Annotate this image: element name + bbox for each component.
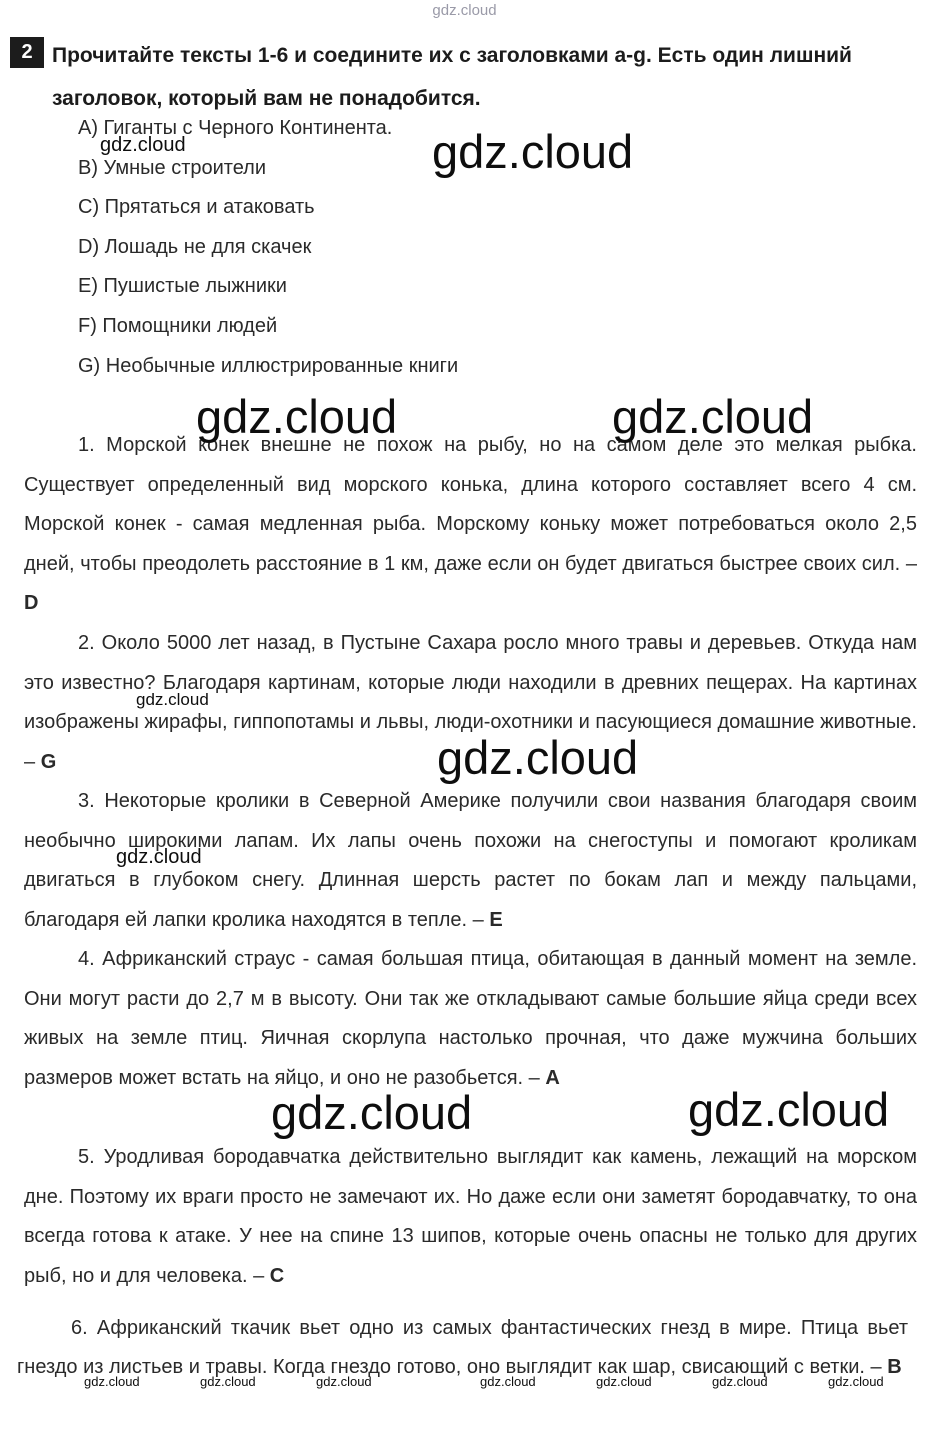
task-number-badge: 2 (10, 37, 44, 68)
text-5-body: 5. Уродливая бородавчатка действительно выглядит как камень, лежащий на морском дне. Поэтому их враги просто не замечают их. Но даже если они заметят бородавчатку, то она всегда готова к атаке. У нее на спине 13 шипов, которые очень опасны не только для других рыб, но и для человека. – (24, 1146, 917, 1287)
task-instruction: Прочитайте тексты 1-6 и соедините их с заголовками a-g. Есть один лишний заголовок, который вам не понадобится. (52, 44, 852, 110)
text-4-answer: A (545, 1066, 560, 1089)
watermark-large: gdz.cloud (432, 125, 634, 178)
watermark-small: gdz.cloud (828, 1374, 884, 1389)
watermark-medium: gdz.cloud (100, 134, 186, 156)
text-1-body: 1. Морской конек внешне не похож на рыбу, но на самом деле это мелкая рыбка. Существует определенный вид морского конька, длина которого составляет всего 4 см. Морской конек - самая медленная рыба. Морскому коньку может потребоваться около 2,5 дней, чтобы преодолеть расстояние в 1 км, даже если он будет двигаться быстрее своих сил. – (24, 434, 917, 575)
heading-d: D) Лошадь не для скачек (78, 236, 312, 258)
watermark-small: gdz.cloud (316, 1374, 372, 1389)
text-3-body: 3. Некоторые кролики в Северной Америке получили свои названия благодаря своим необычно широкими лапам. Их лапы очень похожи на снегоступы и помогают кроликам двигаться в глубоком снегу. Длинная шерсть растет по бокам лап и между пальцами, благодаря ей лапки кролика находятся в тепле. – (24, 790, 917, 931)
text-5-answer: C (269, 1264, 285, 1287)
text-6-answer: B (887, 1356, 902, 1378)
text-2-body: 2. Около 5000 лет назад, в Пустыне Сахара росло много травы и деревьев. Откуда нам это известно? Благодаря картинам, которые люди находили в древних пещерах. На картинах изображены жирафы, гиппопотамы и львы, люди-охотники и пасующиеся домашние животные. – (24, 632, 917, 773)
text-4 (24, 940, 917, 1098)
text-1 (24, 426, 917, 624)
text-6-body: 6. Африканский ткачик вьет одно из самых фантастических гнезд в мире. Птица вьет гнездо из листьев и травы. Когда гнездо готово, оно выглядит как шар, свисающий с ветки. – (17, 1317, 908, 1378)
heading-c: C) Прятаться и атаковать (78, 196, 315, 218)
text-5 (24, 1138, 917, 1296)
text-3-answer: E (489, 908, 503, 931)
heading-g: G) Необычные иллюстрированные книги (78, 355, 459, 377)
heading-b: B) Умные строители (78, 157, 267, 179)
text-4-body: 4. Африканский страус - самая большая птица, обитающая в данный момент на земле. Они могут расти до 2,7 м в высоту. Они так же откладывают самые большие яйца среди всех живых на земле птиц. Яичная скорлупа настолько прочная, что даже мужчина больших размеров может встать на яйцо, и оно не разобьется. – (24, 948, 917, 1089)
heading-a: A) Гиганты с Черного Континента. (78, 117, 393, 139)
watermark-large: gdz.cloud (271, 1086, 473, 1139)
watermark-medium: gdz.cloud (116, 846, 202, 868)
heading-e: E) Пушистые лыжники (78, 275, 287, 297)
heading-f: F) Помощники людей (78, 315, 278, 337)
watermark-small: gdz.cloud (480, 1374, 536, 1389)
watermark-medium: gdz.cloud (136, 690, 209, 709)
text-2-answer: G (40, 750, 57, 773)
text-1-answer: D (24, 592, 39, 614)
watermark-large: gdz.cloud (612, 390, 814, 443)
watermark-small: gdz.cloud (712, 1374, 768, 1389)
watermark-large: gdz.cloud (688, 1083, 890, 1136)
watermark-large: gdz.cloud (196, 390, 398, 443)
watermark-small: gdz.cloud (200, 1374, 256, 1389)
watermark-top: gdz.cloud (432, 2, 497, 19)
watermark-large: gdz.cloud (437, 731, 639, 784)
watermark-small: gdz.cloud (84, 1374, 140, 1389)
watermark-small: gdz.cloud (596, 1374, 652, 1389)
text-6 (17, 1309, 908, 1387)
